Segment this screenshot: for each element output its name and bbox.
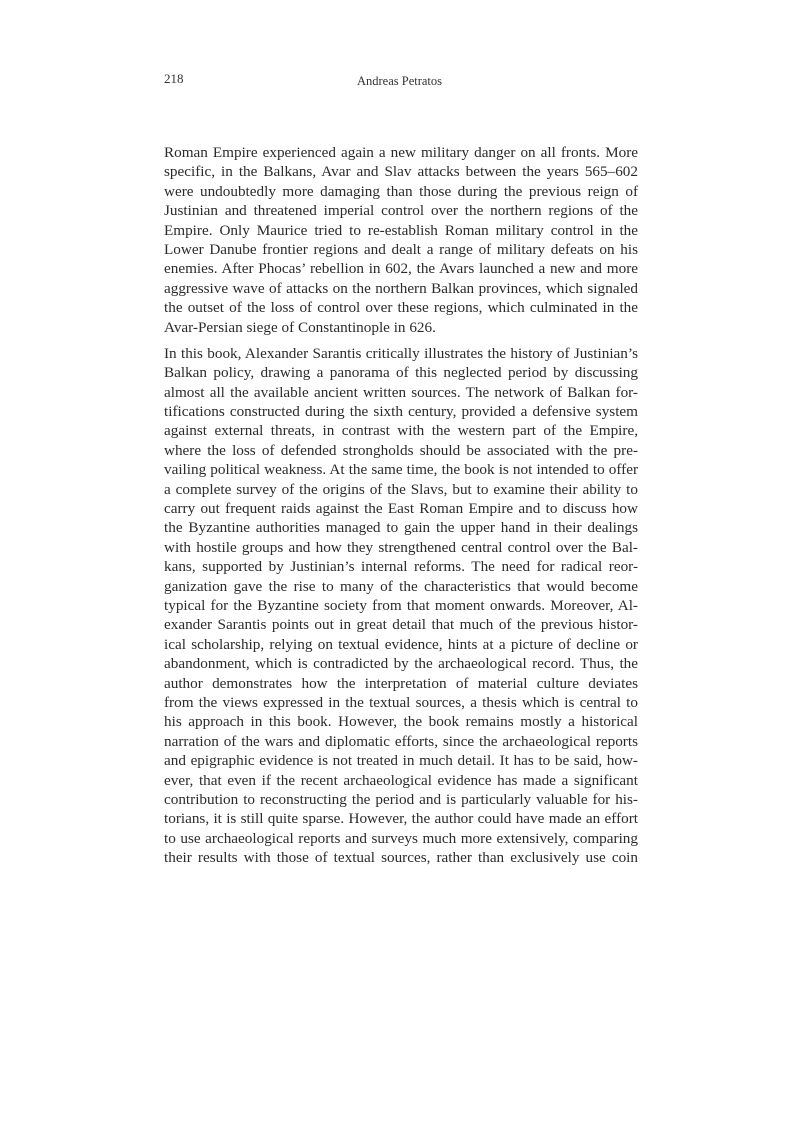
text-line: Empire. Only Maurice tried to re-establish Roman military control in the <box>164 221 638 239</box>
text-line: vailing political weakness. At the same time, the book is not intended to offer <box>164 461 638 479</box>
text-line: exander Sarantis points out in great detail that much of the previous histor- <box>164 616 638 634</box>
text-line: enemies. After Phocas’ rebellion in 602, the Avars launched a new and more <box>164 260 638 278</box>
text-line: typical for the Byzantine society from that moment onwards. Moreover, Al- <box>164 596 638 614</box>
paragraph-2 <box>164 344 638 868</box>
text-line: and epigraphic evidence is not treated in much detail. It has to be said, how- <box>164 752 638 770</box>
running-header: Andreas Petratos <box>356 74 443 88</box>
text-line: a complete survey of the origins of the Slavs, but to examine their ability to <box>164 480 638 498</box>
text-line: their results with those of textual sources, rather than exclusively use coin <box>164 849 638 867</box>
text-line: Roman Empire experienced again a new military danger on all fronts. More <box>164 144 638 161</box>
text-line: from the views expressed in the textual sources, a thesis which is central to <box>164 693 638 711</box>
text-line: where the loss of defended strongholds should be associated with the pre- <box>164 441 638 459</box>
text-line: to use archaeological reports and surveys much more extensively, comparing <box>164 829 638 847</box>
text-line: ever, that even if the recent archaeological evidence has made a significant <box>164 771 638 789</box>
text-line: In this book, Alexander Sarantis critically illustrates the history of Justinian’s <box>164 344 638 362</box>
text-line: Balkan policy, drawing a panorama of this neglected period by discussing <box>164 364 638 382</box>
text-line: were undoubtedly more damaging than those during the previous reign of <box>164 182 638 200</box>
text-line: his approach in this book. However, the book remains mostly a historical <box>164 713 638 731</box>
text-line: the Byzantine authorities managed to gain the upper hand in their dealings <box>164 519 638 537</box>
text-line: narration of the wars and diplomatic efforts, since the archaeological reports <box>164 732 638 750</box>
text-line: specific, in the Balkans, Avar and Slav attacks between the years 565–602 <box>164 163 638 181</box>
body-text <box>164 143 638 867</box>
text-line: kans, supported by Justinian’s internal reforms. The need for radical reor- <box>164 558 638 576</box>
text-line: with hostile groups and how they strengthened central control over the Bal- <box>164 538 638 556</box>
text-line: carry out frequent raids against the East Roman Empire and to discuss how <box>164 500 638 518</box>
text-line: ganization gave the rise to many of the characteristics that would become <box>164 577 638 595</box>
page-number: 218 <box>164 71 184 86</box>
text-line: author demonstrates how the interpretation of material culture deviates <box>164 674 638 692</box>
text-line: tifications constructed during the sixth century, provided a defensive system <box>164 403 638 421</box>
text-line: almost all the available ancient written sources. The network of Balkan for- <box>164 383 638 401</box>
text-line: the outset of the loss of control over these regions, which culminated in the <box>164 299 638 317</box>
text-line: abandonment, which is contradicted by the archaeological record. Thus, the <box>164 655 638 673</box>
text-line: Justinian and threatened imperial control over the northern regions of the <box>164 202 638 220</box>
text-line: Avar-Persian siege of Constantinople in 626. <box>164 318 436 336</box>
text-line: Lower Danube frontier regions and dealt a range of military defeats on his <box>164 240 638 258</box>
paragraph-1 <box>164 143 638 337</box>
text-line: ical scholarship, relying on textual evidence, hints at a picture of decline or <box>164 635 638 653</box>
text-line: contribution to reconstructing the period and is particularly valuable for his- <box>164 790 638 808</box>
text-line: torians, it is still quite sparse. However, the author could have made an effort <box>164 810 638 828</box>
text-line: against external threats, in contrast with the western part of the Empire, <box>164 422 638 440</box>
text-line: aggressive wave of attacks on the northern Balkan provinces, which signaled <box>164 279 638 297</box>
